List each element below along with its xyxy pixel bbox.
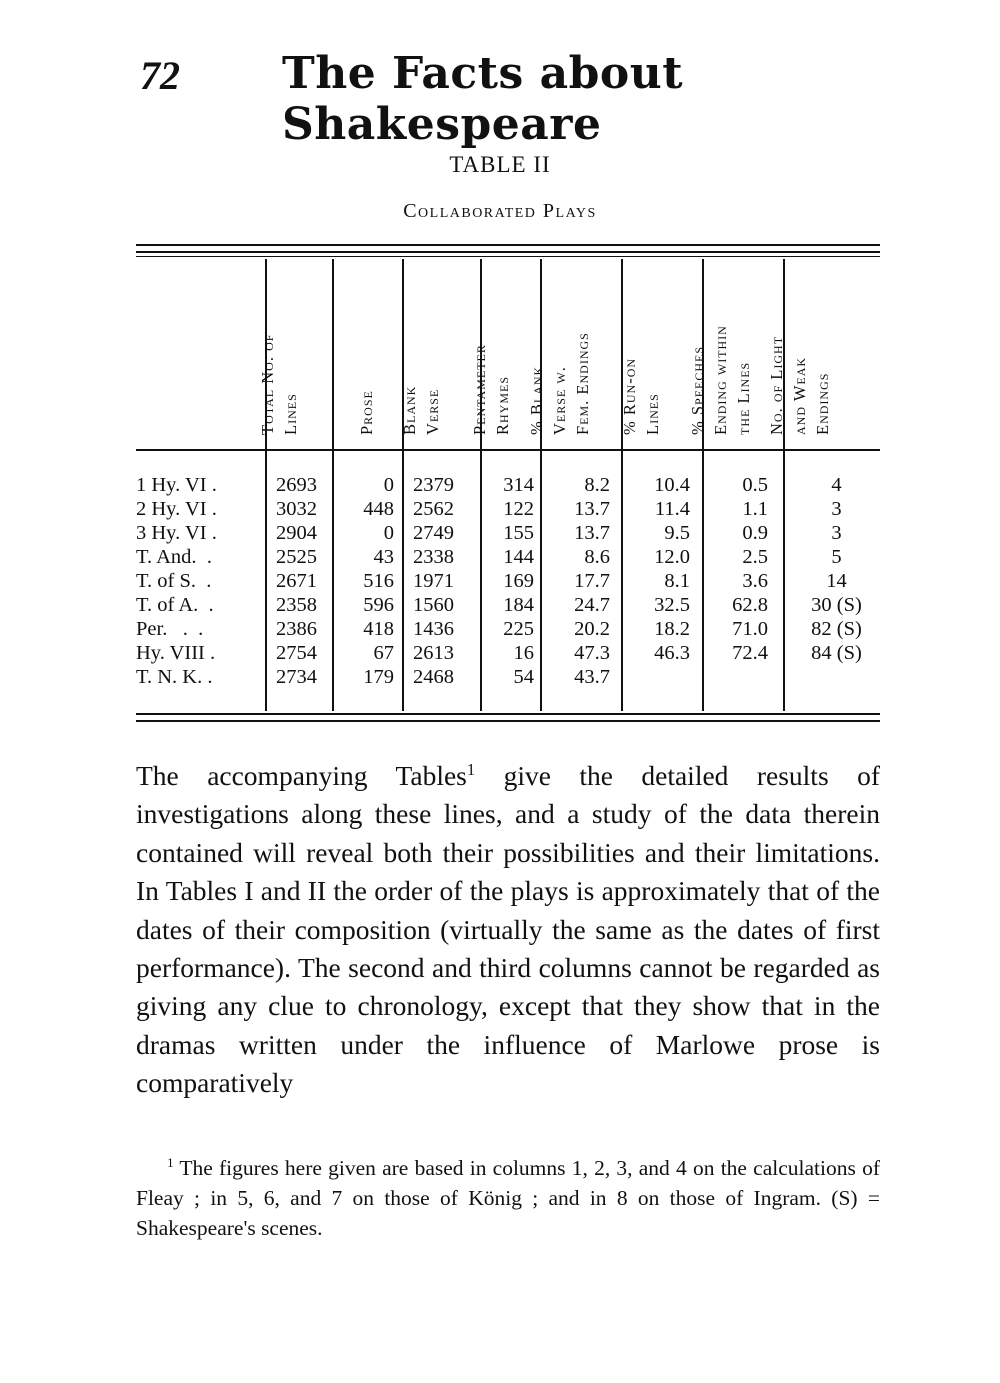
footnote-reference: 1 xyxy=(466,759,476,779)
table-top-rule-2 xyxy=(136,251,880,253)
column-header-speeches-ending-within: % Speeches Ending within the Lines xyxy=(688,325,753,435)
table-cell: 8.1 xyxy=(664,570,690,592)
table-cell: 62.8 xyxy=(732,594,768,616)
table-cell: 43 xyxy=(373,546,394,568)
table-cell: 2358 xyxy=(276,594,317,616)
table-cell: 5 xyxy=(831,546,842,568)
table-cell: 20.2 xyxy=(574,618,610,640)
table-row-label: T. And. . xyxy=(136,546,212,568)
table-cell: 3032 xyxy=(276,498,317,520)
table-header-rule xyxy=(136,449,880,451)
table-cell: 516 xyxy=(363,570,394,592)
table-cell: 3 xyxy=(831,498,842,520)
table-cell: 67 xyxy=(373,642,394,664)
column-header-prose: Prose xyxy=(357,390,376,435)
table-cell: 47.3 xyxy=(574,642,610,664)
table-cell: 2.5 xyxy=(742,546,768,568)
table-cell: 2754 xyxy=(276,642,317,664)
table-row-label: 3 Hy. VI . xyxy=(136,522,217,544)
table-bottom-rule-2 xyxy=(136,720,880,722)
table-cell: 2904 xyxy=(276,522,317,544)
table-cell: 12.0 xyxy=(654,546,690,568)
table-top-rule-3 xyxy=(136,256,880,257)
table-cell: 0.9 xyxy=(742,522,768,544)
column-header-pentameter-rhymes: Pentameter Rhymes xyxy=(470,344,512,435)
table-cell: 46.3 xyxy=(654,642,690,664)
table-cell: 32.5 xyxy=(654,594,690,616)
table-cell: 2379 xyxy=(413,474,454,496)
table-cell: 169 xyxy=(503,570,534,592)
table-cell: 24.7 xyxy=(574,594,610,616)
table-cell: 2693 xyxy=(276,474,317,496)
table-cell: 2386 xyxy=(276,618,317,640)
table-cell: 418 xyxy=(363,618,394,640)
body-paragraph: The accompanying Tables$^1$ give the detailed results of investigations along these lines, and a study of the data therein contained will reveal both their possibilities and their limitations. In Tables I and II the order of the plays is approximately that of the dates of their composition (virtually the same as the dates of first performance). The second and third columns cannot be regarded as giving any clue to chronology, except that they show that in the dramas written under the influence of Marlowe prose is comparatively xyxy=(136,759,880,1099)
table-cell: 2562 xyxy=(413,498,454,520)
table-cell: 10.4 xyxy=(654,474,690,496)
table-cell: 8.6 xyxy=(584,546,610,568)
table-title: TABLE II xyxy=(449,152,551,177)
table-row-label: T. of S. . xyxy=(136,570,212,592)
table-cell: 72.4 xyxy=(732,642,768,664)
table-cell: 2338 xyxy=(413,546,454,568)
table-cell: 13.7 xyxy=(574,522,610,544)
column-rule xyxy=(540,259,542,711)
column-rule xyxy=(621,259,623,711)
column-rule xyxy=(265,259,267,711)
table-subtitle: Collaborated Plays xyxy=(403,200,597,222)
table-cell: 11.4 xyxy=(654,498,690,520)
table-cell: 3.6 xyxy=(742,570,768,592)
table-cell: 1560 xyxy=(413,594,454,616)
column-header-run-on-lines: % Run-on Lines xyxy=(620,357,662,435)
column-rule xyxy=(480,259,482,711)
footnote-marker: 1 xyxy=(167,1155,174,1170)
table-cell: 17.7 xyxy=(574,570,610,592)
table-cell: 16 xyxy=(513,642,534,664)
table-cell: 8.2 xyxy=(584,474,610,496)
column-header-blank-verse-fem-endings: % Blank Verse w. Fem. Endings xyxy=(527,332,592,435)
table-cell: 184 xyxy=(503,594,534,616)
table-cell: 2468 xyxy=(413,666,454,688)
table-cell: 71.0 xyxy=(732,618,768,640)
table-row-label: Per. . . xyxy=(136,618,204,640)
table-cell: 2734 xyxy=(276,666,317,688)
footnote: $^1$ The figures here given are based in columns 1, 2, 3, and 4 on the calculations of Fleay ; in 5, 6, and 7 on those of König ; and in 8 on those of Ingram. (S) = Shakespeare's scenes. xyxy=(136,1155,880,1240)
table-row-label: 2 Hy. VI . xyxy=(136,498,217,520)
running-title: The Facts about Shakespeare xyxy=(282,48,684,150)
table-cell: 54 xyxy=(513,666,534,688)
table-row-label: 1 Hy. VI . xyxy=(136,474,217,496)
table-row-label: T. of A. . xyxy=(136,594,214,616)
table-cell: 2525 xyxy=(276,546,317,568)
table-cell: 30 (S) xyxy=(811,594,862,616)
table-cell: 14 xyxy=(826,570,847,592)
table-cell: 179 xyxy=(363,666,394,688)
table-cell: 18.2 xyxy=(654,618,690,640)
table-row-label: Hy. VIII . xyxy=(136,642,216,664)
column-header-total-lines: Total No. of Lines xyxy=(258,333,300,435)
table-cell: 84 (S) xyxy=(811,642,862,664)
column-header-light-weak-endings: No. of Light and Weak Endings xyxy=(767,335,832,435)
table-cell: 0.5 xyxy=(742,474,768,496)
table-cell: 225 xyxy=(503,618,534,640)
table-cell: 2671 xyxy=(276,570,317,592)
table-cell: 2749 xyxy=(413,522,454,544)
table-cell: 43.7 xyxy=(574,666,610,688)
table-cell: 1.1 xyxy=(742,498,768,520)
column-header-blank-verse: Blank Verse xyxy=(400,385,442,435)
table-cell: 82 (S) xyxy=(811,618,862,640)
table-cell: 314 xyxy=(503,474,534,496)
table-cell: 2613 xyxy=(413,642,454,664)
table-cell: 1436 xyxy=(413,618,454,640)
table-cell: 155 xyxy=(503,522,534,544)
table-cell: 0 xyxy=(383,474,394,496)
table-cell: 1971 xyxy=(413,570,454,592)
table-cell: 4 xyxy=(831,474,842,496)
table-cell: 9.5 xyxy=(664,522,690,544)
table-cell: 0 xyxy=(383,522,394,544)
table-cell: 122 xyxy=(503,498,534,520)
table-cell: 144 xyxy=(503,546,534,568)
table-cell: 3 xyxy=(831,522,842,544)
table-cell: 596 xyxy=(363,594,394,616)
page-number: 72 xyxy=(140,53,180,98)
column-rule xyxy=(402,259,404,711)
table-row-label: T. N. K. . xyxy=(136,666,213,688)
table-bottom-rule-1 xyxy=(136,713,880,715)
column-rule xyxy=(332,259,334,711)
table-cell: 13.7 xyxy=(574,498,610,520)
table-top-rule-1 xyxy=(136,244,880,246)
table-cell: 448 xyxy=(363,498,394,520)
